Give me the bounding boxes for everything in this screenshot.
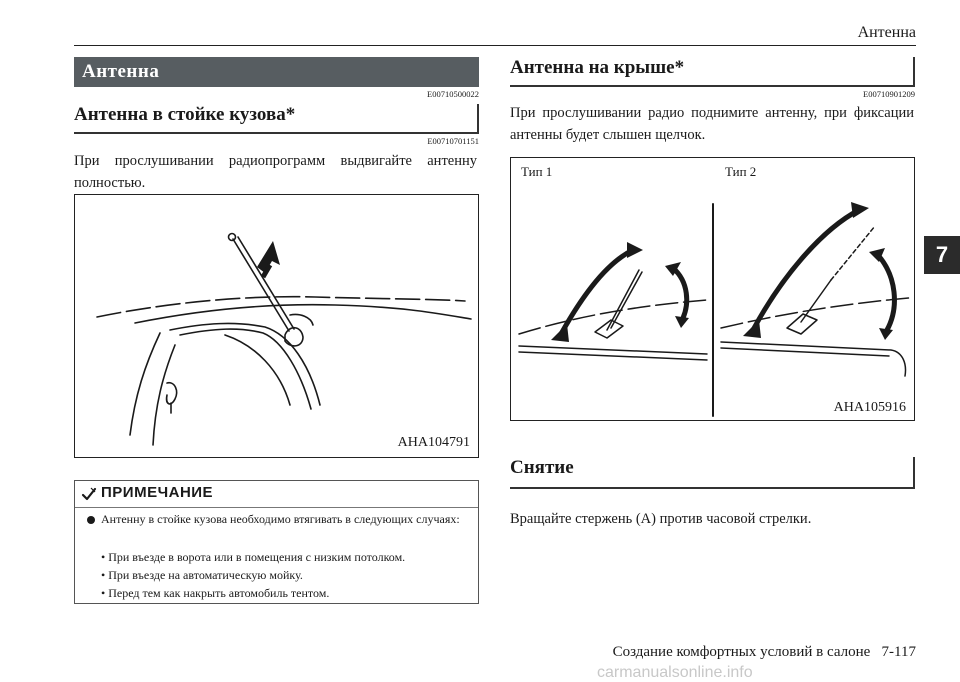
subsection-title-roof-antenna	[510, 57, 915, 87]
figure-code: AHA104791	[397, 435, 470, 450]
removal-instructions: Вращайте стержень (А) против часовой стрелки.	[510, 511, 812, 527]
note-title: ПРИМЕЧАНИЕ	[101, 484, 214, 501]
note-item-3: • Перед тем как накрыть автомобиль тентом.	[101, 586, 330, 600]
check-pencil-icon	[81, 486, 97, 502]
figure-roof-antenna	[510, 157, 915, 421]
chapter-tab[interactable]: 7	[924, 236, 960, 274]
roof-antenna-instructions: При прослушивании радио поднимите антенну, при фиксации антенны будет слышен щелчок.	[510, 105, 914, 143]
running-header: Антенна	[857, 24, 916, 41]
type-2-label: Тип 2	[725, 164, 757, 179]
watermark: carmanualsonline.info	[597, 664, 753, 681]
header-rule	[74, 45, 916, 46]
section-code: E00710500022	[427, 89, 479, 99]
subsection-title-text: Антенна на крыше*	[510, 57, 685, 78]
section-title: Антенна	[74, 57, 479, 87]
pillar-antenna-illustration	[75, 195, 478, 457]
subsection-title-removal	[510, 457, 915, 489]
subsection-code: E00710901209	[863, 89, 915, 99]
note-item-2: • При въезде на автоматическую мойку.	[101, 568, 303, 582]
figure-pillar-antenna	[74, 194, 479, 458]
bullet-dot	[87, 516, 95, 524]
roof-antenna-illustration	[511, 158, 914, 420]
figure-code: AHA105916	[833, 400, 906, 415]
note-item-1: • При въезде в ворота или в помещения с низким потолком.	[101, 550, 406, 564]
type-1-label: Тип 1	[521, 164, 553, 179]
subsection-title-pillar-antenna	[74, 104, 479, 134]
subsection-code: E00710701151	[427, 136, 479, 146]
note-box	[74, 480, 479, 604]
note-lead: Антенну в стойке кузова необходимо втягивать в следующих случаях:	[101, 512, 460, 526]
subsection-title-text: Антенна в стойке кузова*	[74, 104, 296, 125]
subsection-title-text: Снятие	[510, 457, 574, 478]
note-header	[75, 481, 478, 508]
page-footer: Создание комфортных условий в салоне 7-117	[612, 644, 916, 660]
pillar-antenna-instructions: При прослушивании радиопрограмм выдвигайте антенну полностью.	[74, 153, 477, 191]
